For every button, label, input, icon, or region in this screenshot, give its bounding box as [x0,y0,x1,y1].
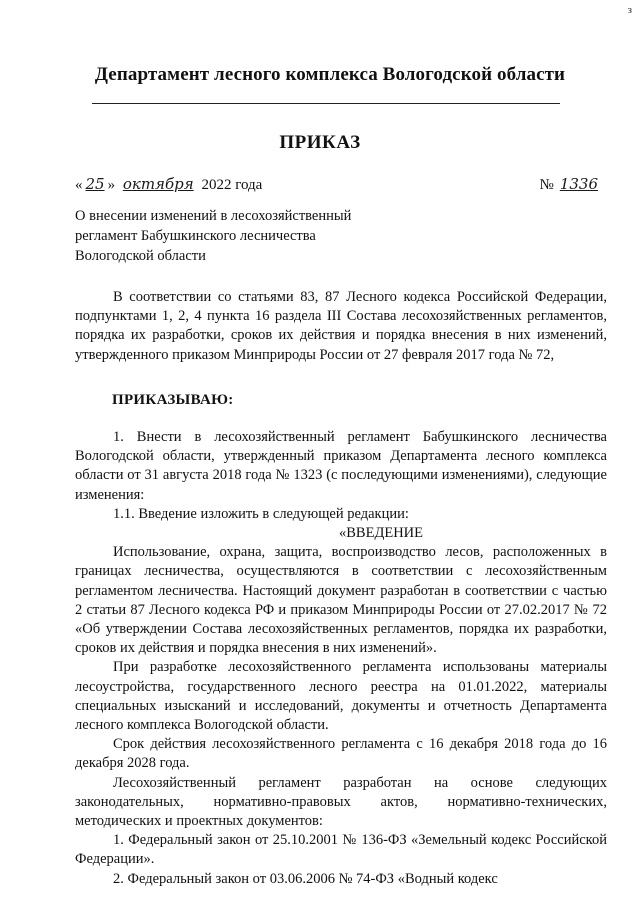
number-value: 1336 [559,175,598,193]
date-month: октября [122,175,194,193]
order-directive: ПРИКАЗЫВАЮ: [112,392,234,408]
intro-paragraph-3: Срок действия лесохозяйственного регламента с 16 декабря 2018 года до 16 декабря 2028 года. [75,736,607,772]
order-items [75,428,607,889]
number-label: № [539,177,554,193]
page-marker: з [627,4,632,16]
intro-paragraph-1: Использование, охрана, защита, воспроизводство лесов, расположенных в границах лесничества, осуществляются в соответствии с лесохозяйственным регламентом лесничества. Настоящий документ разработан в соответствии с частью 2 статьи 87 Лесного кодекса РФ и приказом Минприроды России от 27.02.2017 № 72 «Об утверждении Состава лесохозяйственных регламентов, порядка их разработки, сроков их действия и порядка внесения в них изменений». [75,544,607,657]
subject-line: регламент Бабушкинского лесничества [75,228,316,244]
item-1: 1. Внести в лесохозяйственный регламент Бабушкинского лесничества Вологодской области, утвержденный приказом Департамента лесного комплекса области от 31 августа 2018 года № 1323 (с последующими изменениями), следующие изменения: [75,429,607,503]
order-date [75,175,262,194]
subject-line: О внесении изменений в лесохозяйственный [75,208,352,224]
law-item-2: 2. Федеральный закон от 03.06.2006 № 74-ФЗ «Водный кодекс [113,870,498,887]
order-subject [75,206,405,266]
law-item-1: 1. Федеральный закон от 25.10.2001 № 136-ФЗ «Земельный кодекс Российской Федерации». [75,832,607,868]
subject-line: Вологодской области [75,248,206,264]
item-1-1: 1.1. Введение изложить в следующей редакции: [113,505,409,522]
intro-paragraph-2: При разработке лесохозяйственного регламента использованы материалы лесоустройства, государственного лесного реестра на 01.01.2022, материалы специальных изысканий и исследований, документы и отчетность Департамента лесного комплекса Вологодской области. [75,659,607,734]
preamble-paragraph: В соответствии со статьями 83, 87 Лесного кодекса Российской Федерации, подпунктами 1, 2, 4 пункта 16 раздела III Состава лесохозяйственных регламентов, порядка их разработки, сроков их действия и порядка внесения в них изменений, утвержденного приказом Минприроды России от 27 февраля 2017 года № 72, [75,289,607,363]
intro-paragraph-4: Лесохозяйственный регламент разработан на основе следующих законодательных, нормативно-правовых актов, нормативно-технических, методических и проектных документов: [75,774,607,830]
date-year: 2022 года [201,177,263,193]
order-number [540,175,599,194]
date-open-quote: « [75,177,83,193]
date-day: 25 [85,175,105,193]
document-type: ПРИКАЗ [279,132,361,153]
title-divider [92,103,560,104]
organization-title: Департамент лесного комплекса Вологодской области [94,64,566,85]
introduction-heading: «ВВЕДЕНИЕ [339,525,423,542]
date-close-quote: » [107,177,116,193]
